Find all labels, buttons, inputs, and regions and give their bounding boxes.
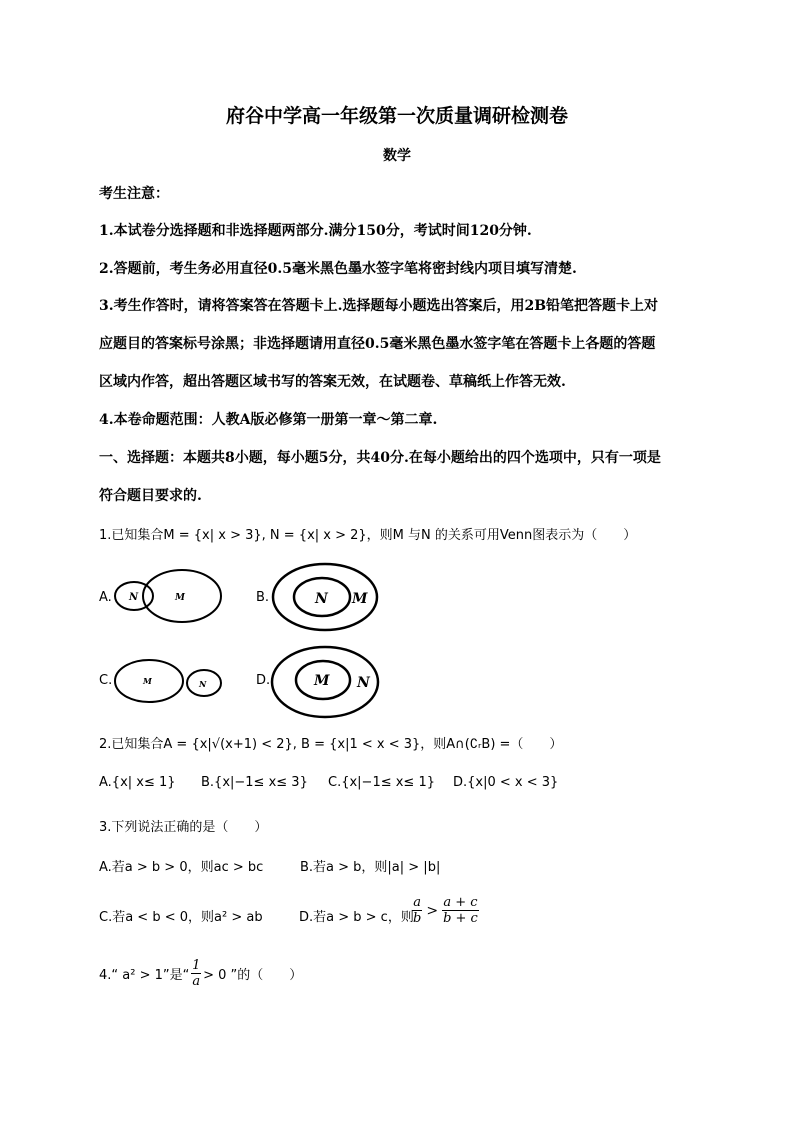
fraction-ac-over-bc: [442, 895, 479, 926]
venn-d-label-n: N: [357, 675, 370, 691]
fraction-denominator: a: [192, 974, 201, 989]
notice-item-2: 2.答题前，考生务必用直径0.5毫米黑色墨水签字笔将密封线内项目填写清楚.: [99, 261, 577, 277]
q1-option-c-label: C.: [99, 673, 113, 688]
venn-b-label-m: M: [352, 591, 368, 607]
question-3-text: 3.下列说法正确的是（ ）: [99, 820, 268, 835]
q2-option-a: A.{x| x≤ 1}: [99, 775, 176, 790]
notice-item-3-line-3: 区域内作答，超出答题区域书写的答案无效，在试题卷、草稿纸上作答无效.: [99, 374, 566, 390]
venn-a-label-m: M: [175, 593, 185, 603]
q2-option-c: C.{x|−1≤ x≤ 1}: [328, 775, 436, 790]
subject-label: 数学: [383, 148, 411, 164]
question-1-text: 1.已知集合M = {x| x > 3}, N = {x| x > 2}，则M 与N 的关系可用Venn图表示为（ ）: [99, 528, 637, 543]
section-1-line-1: 一、选择题：本题共8小题，每小题5分，共40分.在每小题给出的四个选项中，只有一项是: [99, 450, 661, 466]
notice-item-1: 1.本试卷分选择题和非选择题两部分.满分150分，考试时间120分钟.: [99, 223, 532, 239]
fraction-denominator: b: [413, 911, 422, 926]
fraction-1-over-a: [191, 958, 201, 989]
section-1-line-2: 符合题目要求的.: [99, 488, 202, 504]
question-2-text: 2.已知集合A = {x|√(x+1) < 2}, B = {x|1 < x < 3}，则A∩(∁ᵣB) =（ ）: [99, 737, 563, 752]
venn-diagram-b: [269, 560, 381, 634]
question-4-text: [99, 958, 302, 989]
notice-item-4: 4.本卷命题范围：人教A版必修第一册第一章～第二章.: [99, 412, 438, 428]
q3-option-c: C.若a < b < 0，则a² > ab: [99, 910, 263, 925]
q3-option-a: A.若a > b > 0，则ac > bc: [99, 860, 264, 875]
q3-option-d-inequality: [412, 895, 479, 926]
venn-diagram-a: [112, 568, 224, 624]
q3-option-b: B.若a > b，则|a| > |b|: [300, 860, 441, 875]
fraction-denominator: b + c: [443, 911, 478, 926]
greater-than-sign: >: [426, 902, 439, 919]
venn-d-label-m: M: [314, 673, 330, 689]
venn-diagram-c: [113, 658, 225, 706]
question-4-prefix: 4.“ a² > 1”是“: [99, 968, 190, 983]
q1-option-b-label: B.: [256, 590, 270, 605]
q1-option-d-label: D.: [256, 673, 271, 688]
fraction-numerator: a: [413, 895, 422, 910]
q2-option-d: D.{x|0 < x < 3}: [453, 775, 559, 790]
fraction-numerator: 1: [192, 958, 201, 973]
venn-diagram-d: [269, 644, 381, 720]
q3-option-d-prefix: D.若a > b > c，则: [299, 910, 414, 925]
fraction-a-over-b: [412, 895, 422, 926]
venn-c-label-m: M: [143, 676, 152, 686]
notice-item-3-line-2: 应题目的答案标号涂黑；非选择题请用直径0.5毫米黑色墨水签字笔在答题卡上各题的答题: [99, 336, 656, 352]
question-4-suffix: > 0 ”的（ ）: [203, 968, 303, 983]
venn-b-label-n: N: [315, 591, 328, 607]
q1-option-a-label: A.: [99, 590, 112, 605]
fraction-numerator: a + c: [443, 895, 478, 910]
notice-item-3-line-1: 3.考生作答时，请将答案答在答题卡上.选择题每小题选出答案后，用2B铅笔把答题卡上对: [99, 298, 659, 314]
venn-a-label-n: N: [129, 592, 139, 603]
q2-option-b: B.{x|−1≤ x≤ 3}: [201, 775, 308, 790]
notice-heading: 考生注意：: [99, 186, 169, 202]
venn-c-label-n: N: [199, 679, 207, 689]
page-title: 府谷中学高一年级第一次质量调研检测卷: [225, 105, 568, 127]
